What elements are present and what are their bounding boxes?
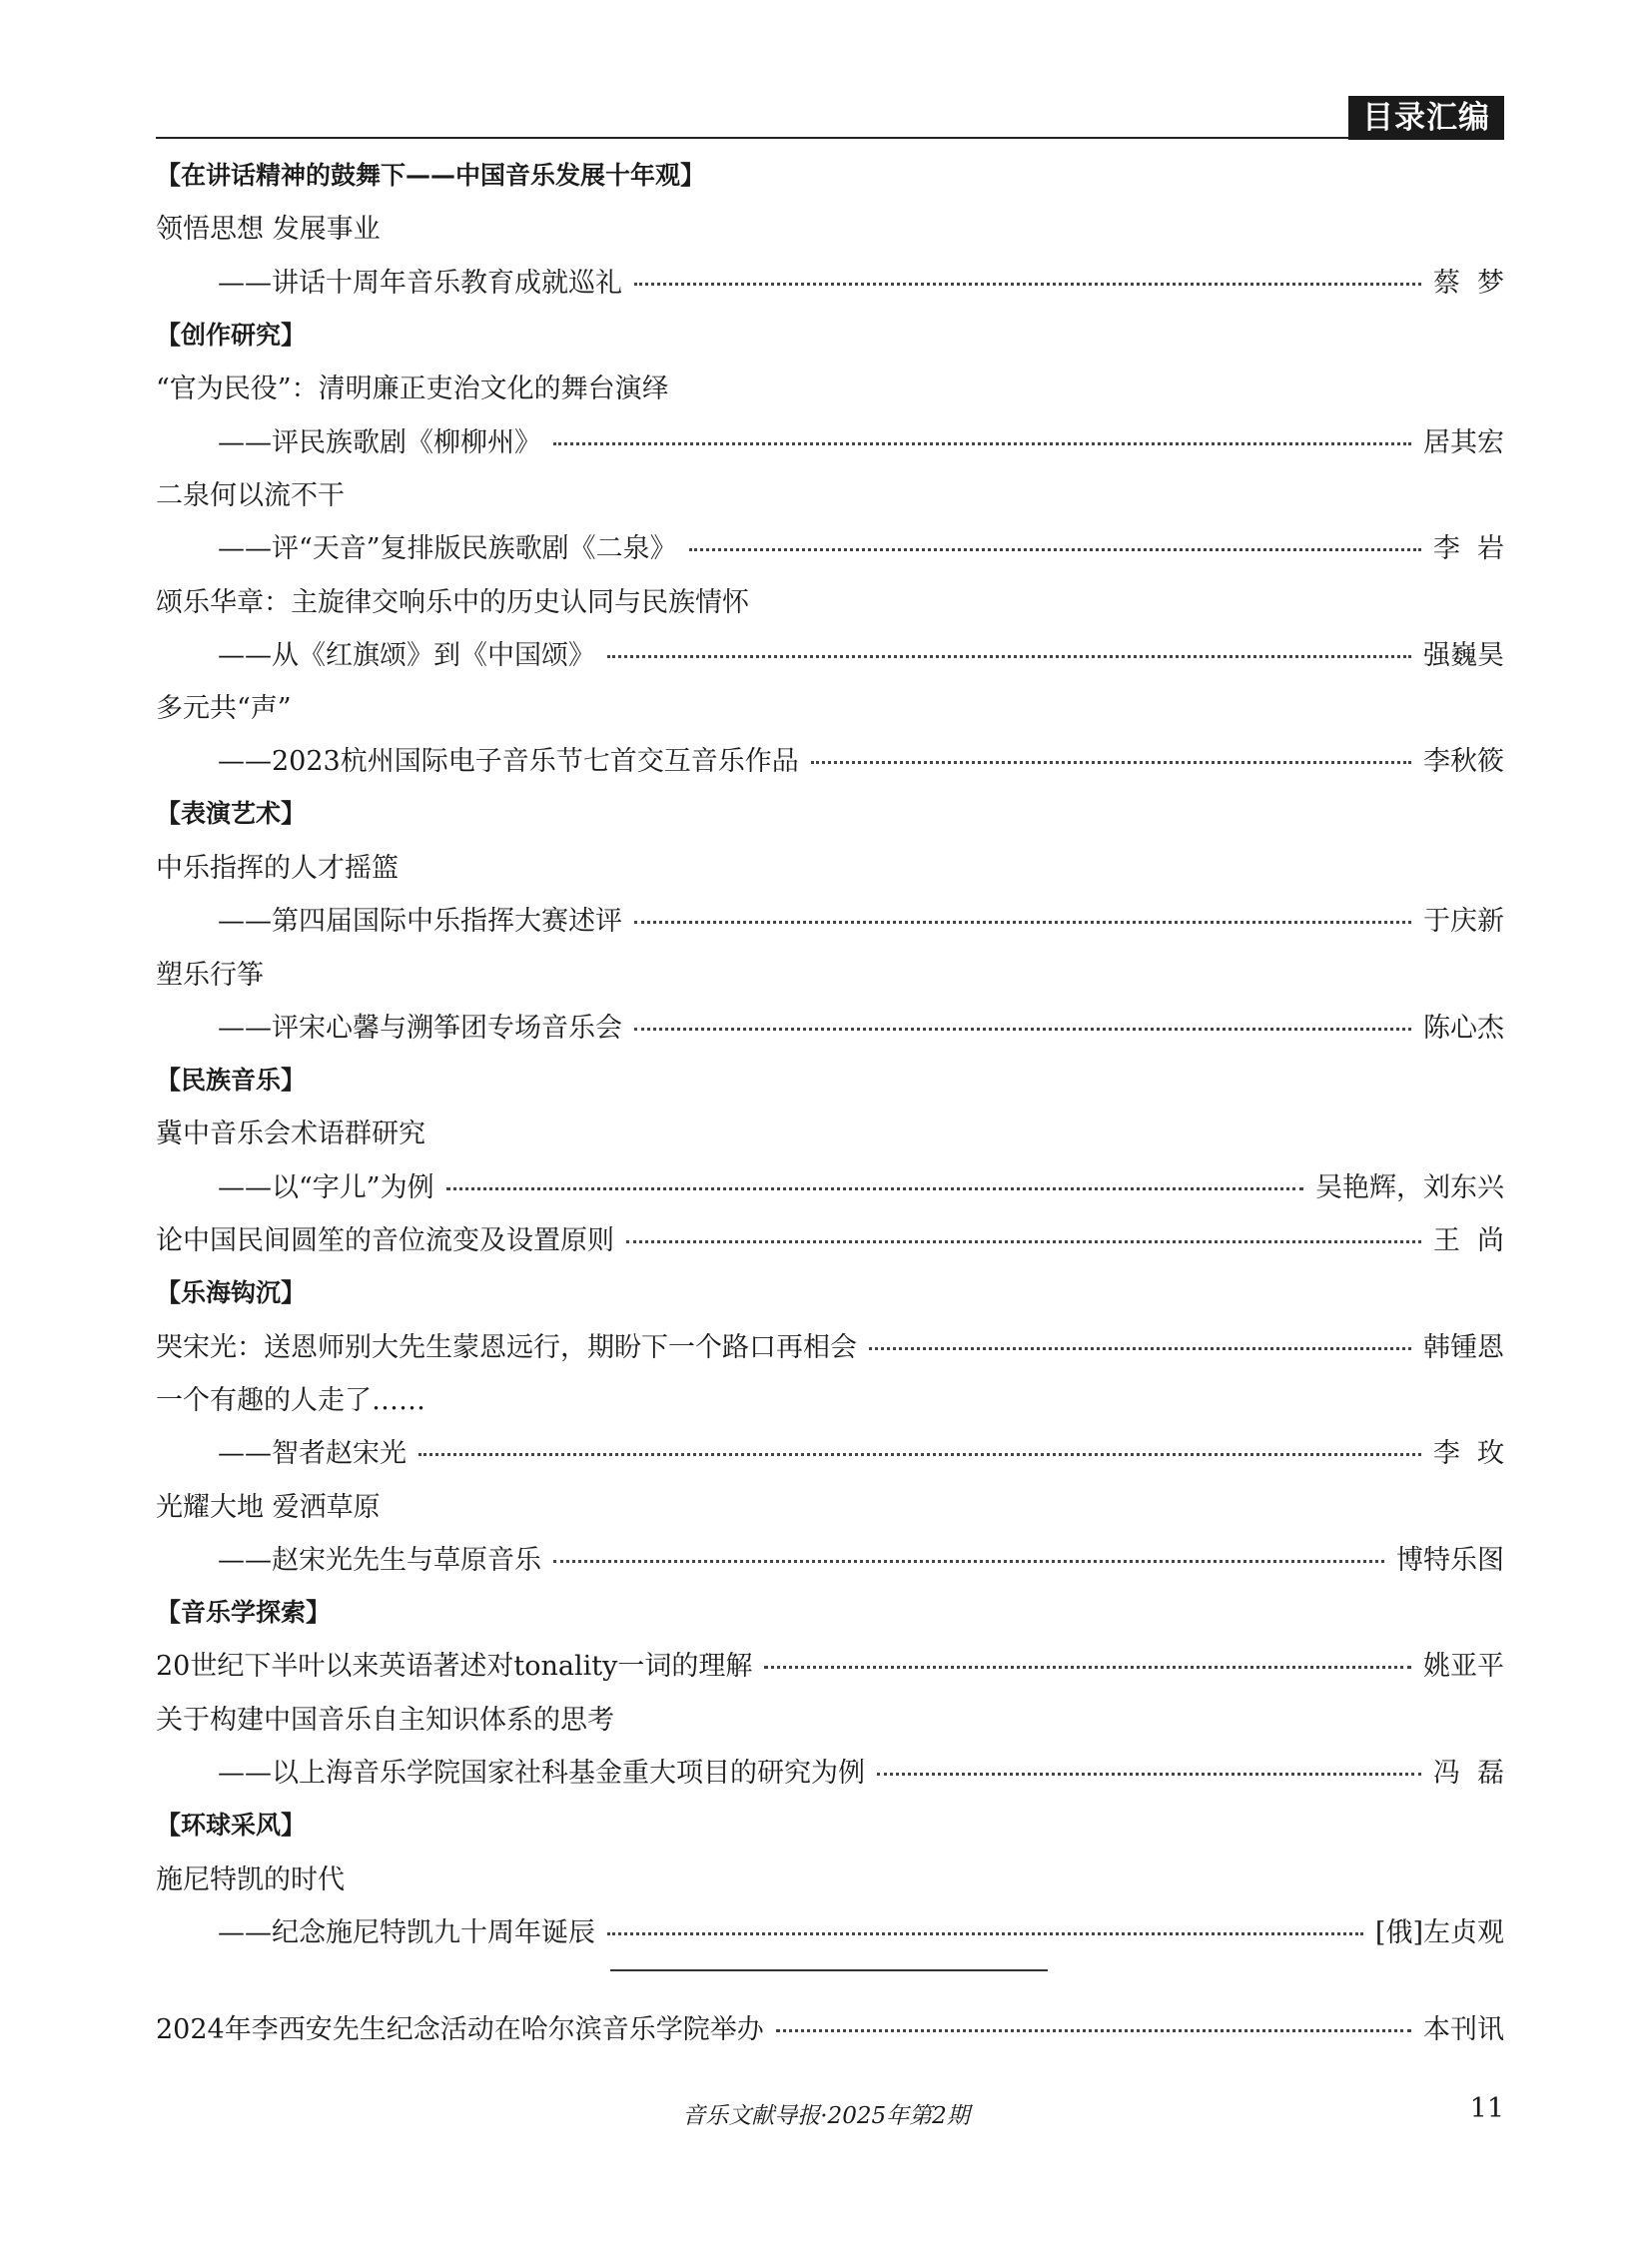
toc-article-title bbox=[156, 679, 1504, 732]
toc-article-title bbox=[156, 1691, 1504, 1744]
toc-text: ——评“天音”复排版民族歌剧《二泉》 bbox=[218, 533, 677, 565]
toc-text: 【音乐学探索】 bbox=[156, 1597, 332, 1627]
toc-author: 强巍昊 bbox=[1423, 639, 1504, 671]
toc-author: 吴艳辉，刘东兴 bbox=[1315, 1171, 1504, 1203]
toc-article-title bbox=[156, 945, 1504, 998]
toc-section-heading bbox=[156, 1052, 1504, 1105]
toc-entry bbox=[156, 1318, 1504, 1371]
footer-journal-title: 音乐文献导报·2025年第2期 bbox=[682, 2103, 970, 2129]
toc-article-subtitle bbox=[156, 999, 1504, 1052]
leader-dots bbox=[418, 1453, 1421, 1456]
toc-author: 李 玫 bbox=[1432, 1438, 1504, 1470]
toc-entry bbox=[156, 1211, 1504, 1264]
toc-article-title bbox=[156, 1477, 1504, 1530]
toc-text: 光耀大地 爱洒草原 bbox=[156, 1491, 381, 1523]
leader-dots bbox=[607, 1932, 1363, 1935]
leader-dots bbox=[764, 1666, 1411, 1669]
leader-dots bbox=[811, 761, 1411, 764]
leader-dots bbox=[634, 1028, 1411, 1031]
toc-text: 【乐海钩沉】 bbox=[156, 1277, 307, 1307]
leader-dots bbox=[446, 1187, 1303, 1190]
toc-text: ——纪念施尼特凯九十周年诞辰 bbox=[218, 1916, 595, 1948]
toc-author: 于庆新 bbox=[1423, 906, 1504, 938]
toc-text: 论中国民间圆笙的音位流变及设置原则 bbox=[156, 1225, 614, 1257]
header-rule bbox=[156, 137, 1504, 139]
toc-text: ——以“字儿”为例 bbox=[218, 1171, 434, 1203]
toc-text: 颂乐华章：主旋律交响乐中的历史认同与民族情怀 bbox=[156, 586, 749, 618]
toc-author: 李秋筱 bbox=[1423, 746, 1504, 778]
toc-article-subtitle bbox=[156, 892, 1504, 945]
toc-article-title bbox=[156, 839, 1504, 892]
toc-text: ——2023杭州国际电子音乐节七首交互音乐作品 bbox=[218, 746, 799, 778]
toc-article-subtitle bbox=[156, 626, 1504, 679]
toc-text: 多元共“声” bbox=[156, 693, 292, 725]
toc-text: 关于构建中国音乐自主知识体系的思考 bbox=[156, 1704, 614, 1736]
toc-author: 王 尚 bbox=[1432, 1225, 1504, 1257]
toc-text: 中乐指挥的人才摇篮 bbox=[156, 853, 399, 884]
leader-dots bbox=[689, 548, 1421, 551]
toc-section-heading bbox=[156, 307, 1504, 360]
toc-section-heading bbox=[156, 1584, 1504, 1637]
toc-text: 【民族音乐】 bbox=[156, 1065, 307, 1095]
toc-section-heading bbox=[156, 147, 1504, 200]
toc-author: 居其宏 bbox=[1423, 426, 1504, 458]
toc-article-subtitle bbox=[156, 1903, 1504, 1956]
toc-text: 一个有趣的人走了…… bbox=[156, 1384, 425, 1416]
toc-text: ——从《红旗颂》到《中国颂》 bbox=[218, 639, 595, 671]
toc-article-title bbox=[156, 200, 1504, 253]
toc-article-subtitle bbox=[156, 732, 1504, 785]
toc-author: 本刊讯 bbox=[1423, 2014, 1504, 2046]
leader-dots bbox=[776, 2029, 1411, 2032]
toc-text: 20世纪下半叶以来英语著述对tonality一词的理解 bbox=[156, 1651, 753, 1683]
toc-text: 施尼特凯的时代 bbox=[156, 1864, 345, 1895]
toc-text: 【环球采风】 bbox=[156, 1810, 307, 1840]
toc-article-title bbox=[156, 1105, 1504, 1157]
toc-author: [俄]左贞观 bbox=[1374, 1916, 1504, 1948]
toc-author: 姚亚平 bbox=[1423, 1651, 1504, 1683]
leader-dots bbox=[626, 1240, 1421, 1243]
toc-article-title bbox=[156, 466, 1504, 519]
toc-text: 【创作研究】 bbox=[156, 320, 307, 350]
toc-article-subtitle bbox=[156, 412, 1504, 465]
toc-text: 【在讲话精神的鼓舞下——中国音乐发展十年观】 bbox=[156, 160, 706, 190]
toc-text: ——智者赵宋光 bbox=[218, 1438, 407, 1470]
toc-article-subtitle bbox=[156, 1424, 1504, 1477]
toc-text: ——评宋心馨与溯筝团专场音乐会 bbox=[218, 1012, 622, 1044]
toc-text: ——第四届国际中乐指挥大赛述评 bbox=[218, 906, 622, 938]
toc-section-heading bbox=[156, 786, 1504, 839]
leader-dots bbox=[634, 921, 1411, 924]
divider bbox=[156, 1956, 1504, 2000]
toc-article-subtitle bbox=[156, 254, 1504, 307]
toc-text: 哭宋光：送恩师别大先生蒙恩远行，期盼下一个路口再相会 bbox=[156, 1331, 857, 1363]
toc-text: “官为民役”：清明廉正吏治文化的舞台演绎 bbox=[156, 374, 669, 405]
toc-article-subtitle bbox=[156, 1744, 1504, 1797]
toc-author: 蔡 梦 bbox=[1432, 267, 1504, 299]
toc-text: ——讲话十周年音乐教育成就巡礼 bbox=[218, 267, 622, 299]
toc-text: 冀中音乐会术语群研究 bbox=[156, 1119, 425, 1150]
toc-text: ——赵宋光先生与草原音乐 bbox=[218, 1544, 541, 1576]
toc-article-subtitle bbox=[156, 519, 1504, 572]
toc-article-title bbox=[156, 1371, 1504, 1424]
toc-text: 二泉何以流不干 bbox=[156, 479, 345, 511]
toc-entry bbox=[156, 1637, 1504, 1690]
page-number: 11 bbox=[1469, 2093, 1504, 2124]
toc-text: ——以上海音乐学院国家社科基金重大项目的研究为例 bbox=[218, 1758, 865, 1790]
toc-text: 领悟思想 发展事业 bbox=[156, 214, 381, 246]
toc-author: 韩锺恩 bbox=[1423, 1331, 1504, 1363]
toc-article-title bbox=[156, 1851, 1504, 1903]
section-tag: 目录汇编 bbox=[1348, 96, 1504, 140]
leader-dots bbox=[553, 442, 1411, 445]
toc-article-title bbox=[156, 572, 1504, 625]
toc-author: 博特乐图 bbox=[1396, 1544, 1504, 1576]
toc-article-subtitle bbox=[156, 1158, 1504, 1211]
leader-dots bbox=[634, 283, 1421, 286]
toc-text: 塑乐行筝 bbox=[156, 959, 264, 991]
toc-text: 【表演艺术】 bbox=[156, 799, 307, 829]
toc-text: ——评民族歌剧《柳柳州》 bbox=[218, 426, 541, 458]
toc-author: 冯 磊 bbox=[1432, 1758, 1504, 1790]
toc-section-heading bbox=[156, 1797, 1504, 1850]
leader-dots bbox=[553, 1560, 1384, 1563]
leader-dots bbox=[877, 1773, 1421, 1776]
leader-dots bbox=[869, 1347, 1411, 1350]
toc-section-heading bbox=[156, 1264, 1504, 1317]
toc-author: 陈心杰 bbox=[1423, 1012, 1504, 1044]
toc-article-title bbox=[156, 360, 1504, 412]
toc-text: 2024年李西安先生纪念活动在哈尔滨音乐学院举办 bbox=[156, 2014, 764, 2046]
toc-author: 李 岩 bbox=[1432, 533, 1504, 565]
toc-entry bbox=[156, 2000, 1504, 2053]
toc-article-subtitle bbox=[156, 1531, 1504, 1584]
table-of-contents bbox=[156, 147, 1504, 2053]
leader-dots bbox=[607, 655, 1411, 658]
